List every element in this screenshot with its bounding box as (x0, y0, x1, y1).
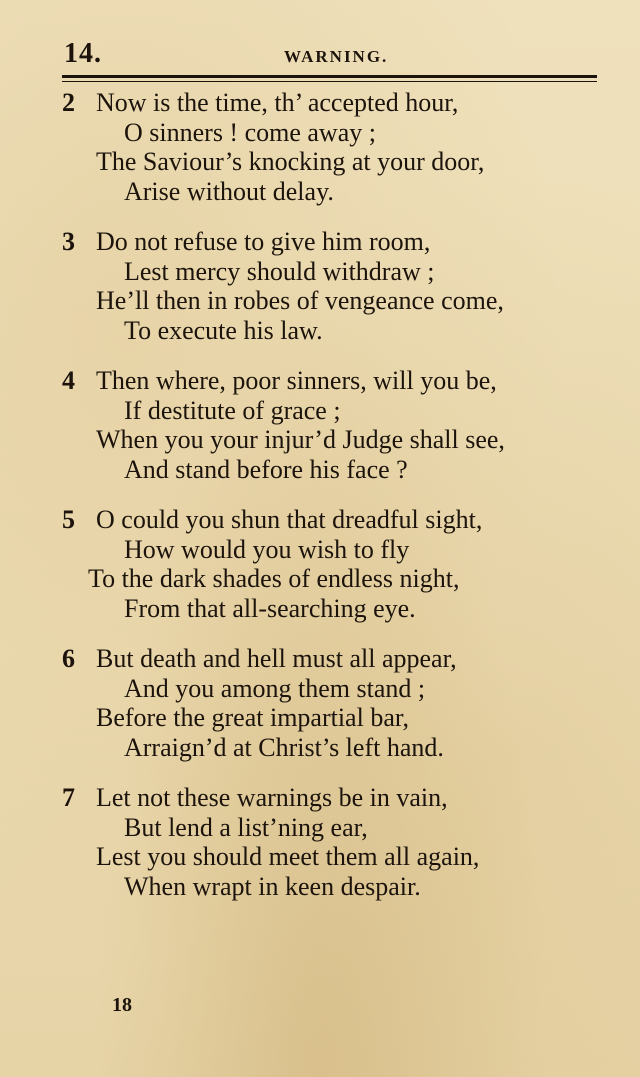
verse-line: O could you shun that dreadful sight, (96, 505, 483, 534)
verse-number: 3 (62, 227, 75, 256)
page-header (64, 38, 600, 72)
verse (60, 223, 605, 362)
header-rule-thin (62, 81, 597, 82)
header-rule-thick (62, 75, 597, 78)
verse-line: When wrapt in keen despair. (124, 872, 421, 901)
verse-number: 5 (62, 505, 75, 534)
verse-line: Lest you should meet them all again, (96, 842, 480, 871)
verse (60, 640, 605, 779)
hymn-verses (60, 84, 605, 918)
verse-line: From that all-searching eye. (124, 594, 416, 623)
verse-line: Before the great impartial bar, (96, 703, 409, 732)
verse (60, 501, 605, 640)
verse-line: To execute his law. (124, 316, 323, 345)
verse-line: How would you wish to fly (124, 535, 410, 564)
verse-line: But death and hell must all appear, (96, 644, 457, 673)
verse-line: And stand before his face ? (124, 455, 408, 484)
verse-line: Arise without delay. (124, 177, 334, 206)
page-number: 14. (64, 38, 102, 69)
verse (60, 779, 605, 918)
running-title: WARNING. (284, 47, 389, 66)
verse (60, 362, 605, 501)
verse-line: Arraign’d at Christ’s left hand. (124, 733, 444, 762)
verse-line: Now is the time, th’ accepted hour, (96, 88, 459, 117)
verse-line: And you among them stand ; (124, 674, 426, 703)
verse-line: Let not these warnings be in vain, (96, 783, 448, 812)
verse-line: When you your injur’d Judge shall see, (96, 425, 505, 454)
verse-line: If destitute of grace ; (124, 396, 341, 425)
verse-line: To the dark shades of endless night, (88, 564, 460, 593)
verse-number: 6 (62, 644, 75, 673)
verse (60, 84, 605, 223)
verse-number: 4 (62, 366, 75, 395)
verse-number: 2 (62, 88, 75, 117)
verse-line: Lest mercy should withdraw ; (124, 257, 435, 286)
verse-line: But lend a list’ning ear, (124, 813, 368, 842)
signature-mark: 18 (112, 994, 132, 1016)
verse-line: O sinners ! come away ; (124, 118, 376, 147)
verse-line: Then where, poor sinners, will you be, (96, 366, 497, 395)
verse-number: 7 (62, 783, 75, 812)
verse-line: The Saviour’s knocking at your door, (96, 147, 485, 176)
verse-line: He’ll then in robes of vengeance come, (96, 286, 504, 315)
verse-line: Do not refuse to give him room, (96, 227, 431, 256)
